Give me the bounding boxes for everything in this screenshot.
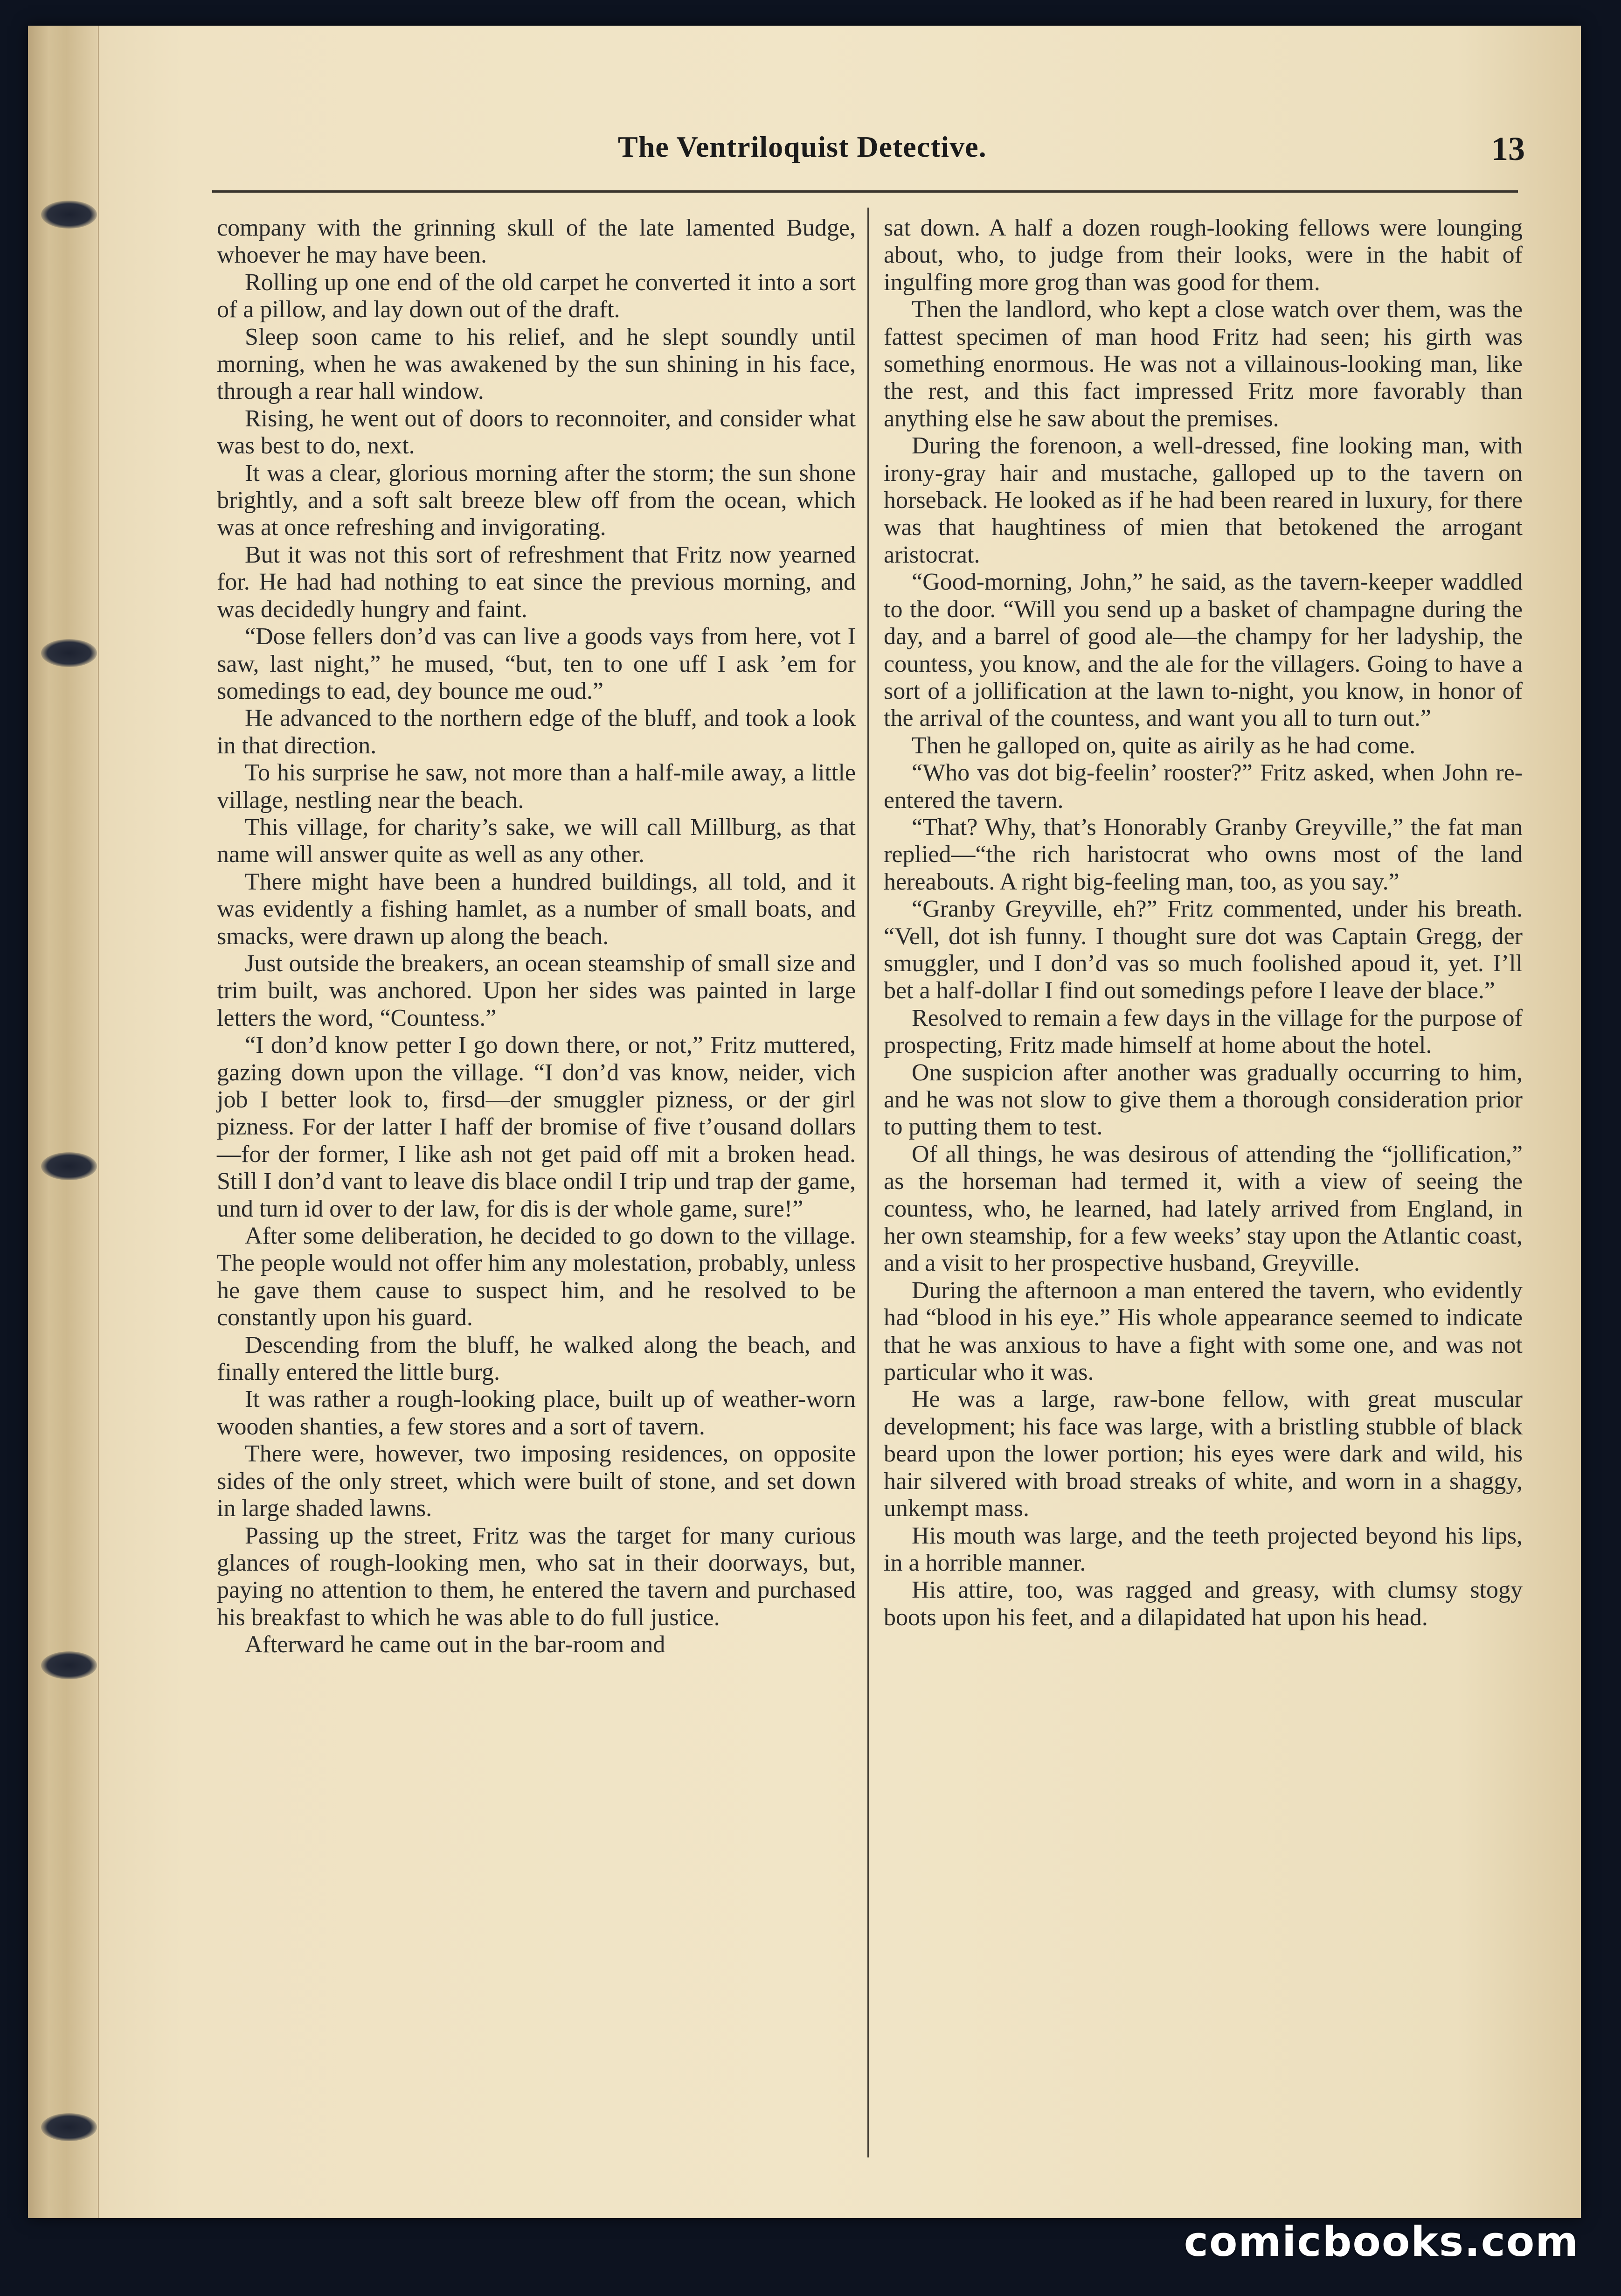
column-divider bbox=[867, 208, 869, 2157]
paragraph: This village, for charity’s sake, we will call Millburg, as that name will answer quite as well as any other. bbox=[217, 814, 856, 868]
binding-stitch bbox=[41, 639, 97, 667]
running-header bbox=[196, 125, 1525, 172]
paragraph: It was rather a rough-looking place, built up of weather-worn wooden shanties, a few stores and a sort of tavern. bbox=[217, 1386, 856, 1440]
paragraph: After some deliberation, he decided to go down to the village. The people would not offer him any molestation, probably, unless he gave them cause to suspect him, and he resolved to be constantly upon his guard. bbox=[217, 1223, 856, 1331]
paragraph: “That? Why, that’s Honorably Granby Greyville,” the fat man replied—“the rich haristocrat who owns most of the land hereabouts. A right big-feeling man, too, as you say.” bbox=[884, 814, 1523, 895]
paragraph: There were, however, two imposing residences, on opposite sides of the only street, which were built of stone, and set down in large shaded lawns. bbox=[217, 1440, 856, 1522]
paragraph: Sleep soon came to his relief, and he slept soundly until morning, when he was awakened by the sun shining in his face, through a rear hall window. bbox=[217, 323, 856, 405]
binding-stitch bbox=[41, 1651, 97, 1679]
paragraph: Passing up the street, Fritz was the target for many curious glances of rough-looking men, who sat in their doorways, but, paying no attention to them, he entered the tavern and purchased his breakfast to which he was able to do full justice. bbox=[217, 1522, 856, 1631]
watermark: comicbooks.com bbox=[1184, 2218, 1579, 2266]
paragraph: “I don’d know petter I go down there, or not,” Fritz muttered, gazing down upon the village. “I don’d vas know, neider, vich job I better look to, firsd—der smuggler pizness, or der girl pizness. For der latter I haff der bromise of five t’ousand dollars—for der former, I like ash not get paid off mit a broken head. Still I don’d vant to leave dis blace ondil I trip und trap der game, und turn id over to der law, for dis is der whole game, sure!” bbox=[217, 1032, 856, 1222]
paragraph: To his surprise he saw, not more than a half-mile away, a little village, nestling near the beach. bbox=[217, 759, 856, 814]
paragraph: His mouth was large, and the teeth projected beyond his lips, in a horrible manner. bbox=[884, 1522, 1523, 1576]
paragraph: sat down. A half a dozen rough-looking fellows were lounging about, who, to judge from their looks, were in the habit of ingulfing more grog than was good for them. bbox=[884, 215, 1523, 296]
binding-stitch bbox=[41, 2113, 97, 2141]
paragraph: Then the landlord, who kept a close watch over them, was the fattest specimen of man hood Fritz had seen; his girth was something enormous. He was not a villainous-looking man, like the rest, and this fact impressed Fritz more favorably than anything else he saw about the premises. bbox=[884, 296, 1523, 432]
paragraph: Rolling up one end of the old carpet he converted it into a sort of a pillow, and lay down out of the draft. bbox=[217, 269, 856, 323]
paragraph: One suspicion after another was gradually occurring to him, and he was not slow to give them a thorough consideration prior to putting them to test. bbox=[884, 1059, 1523, 1141]
running-title: The Ventriloquist Detective. bbox=[618, 130, 987, 163]
paragraph: Resolved to remain a few days in the village for the purpose of prospecting, Fritz made himself at home about the hotel. bbox=[884, 1004, 1523, 1059]
paragraph: There might have been a hundred buildings, all told, and it was evidently a fishing hamlet, as a number of small boats, and smacks, were drawn up along the beach. bbox=[217, 868, 856, 950]
paragraph: It was a clear, glorious morning after the storm; the sun shone brightly, and a soft salt breeze blew off from the ocean, which was at once refreshing and invigorating. bbox=[217, 459, 856, 541]
paragraph: During the afternoon a man entered the tavern, who evidently had “blood in his eye.” His whole appearance seemed to indicate that he was anxious to have a fight with some one, and was not particular who it was. bbox=[884, 1277, 1523, 1386]
paragraph: “Who vas dot big-feelin’ rooster?” Fritz asked, when John re-entered the tavern. bbox=[884, 759, 1523, 814]
paragraph: Afterward he came out in the bar-room and bbox=[245, 1631, 665, 1658]
paragraph: Just outside the breakers, an ocean steamship of small size and trim built, was anchored. Upon her sides was painted in large letters the word, “Countess.” bbox=[217, 950, 856, 1031]
left-column bbox=[217, 215, 856, 1659]
paragraph: “Good-morning, John,” he said, as the tavern-keeper waddled to the door. “Will you send up a basket of champagne during the day, and a barrel of good ale—the champy for her ladyship, the countess, you know, and the ale for the villagers. Going to have a sort of a jollification at the lawn to-night, you know, in honor of the arrival of the countess, and want you all to turn out.” bbox=[884, 569, 1523, 732]
paragraph: Then he galloped on, quite as airily as he had come. bbox=[912, 732, 1416, 759]
binding-stitch bbox=[41, 1152, 97, 1180]
paragraph: Of all things, he was desirous of attending the “jollification,” as the horseman had termed it, with a view of seeing the countess, who, he learned, had lately arrived from England, in her own steamship, for a few weeks’ stay upon the Atlantic coast, and a visit to her prospective husband, Greyville. bbox=[884, 1141, 1523, 1277]
paragraph: company with the grinning skull of the late lamented Budge, whoever he may have been. bbox=[217, 215, 856, 269]
paragraph: During the forenoon, a well-dressed, fine looking man, with irony-gray hair and mustache, galloped up to the tavern on horseback. He looked as if he had been reared in luxury, for there was that haughtiness of mien that betokened the arrogant aristocrat. bbox=[884, 432, 1523, 568]
binding-stitch bbox=[41, 201, 97, 229]
paragraph: He was a large, raw-bone fellow, with great muscular development; his face was large, with a bristling stubble of black beard upon the lower portion; his eyes were dark and wild, his hair silvered with broad streaks of white, and worn in a shaggy, unkempt mass. bbox=[884, 1386, 1523, 1522]
paragraph: But it was not this sort of refreshment that Fritz now yearned for. He had had nothing to eat since the previous morning, and was decidedly hungry and faint. bbox=[217, 541, 856, 623]
right-column bbox=[884, 215, 1523, 1631]
paragraph: Descending from the bluff, he walked along the beach, and finally entered the little burg. bbox=[217, 1331, 856, 1386]
paragraph: “Dose fellers don’d vas can live a goods vays from here, vot I saw, last night,” he mused, “but, ten to one uff I ask ’em for somedings to ead, dey bounce me oud.” bbox=[217, 623, 856, 704]
page-number: 13 bbox=[1491, 130, 1525, 167]
paragraph: “Granby Greyville, eh?” Fritz commented, under his breath. “Vell, dot ish funny. I thought sure dot was Captain Gregg, der smuggler, und I don’d vas so much foolished apoud it, yet. I’ll bet a half-dollar I find out somedings pefore I leave der blace.” bbox=[884, 896, 1523, 1004]
page-gutter bbox=[28, 26, 99, 2218]
paragraph: Rising, he went out of doors to reconnoiter, and consider what was best to do, next. bbox=[217, 405, 856, 459]
paragraph: His attire, too, was ragged and greasy, with clumsy stogy boots upon his feet, and a dilapidated hat upon his head. bbox=[884, 1577, 1523, 1631]
header-rule bbox=[212, 190, 1518, 193]
paragraph: He advanced to the northern edge of the bluff, and took a look in that direction. bbox=[217, 705, 856, 759]
